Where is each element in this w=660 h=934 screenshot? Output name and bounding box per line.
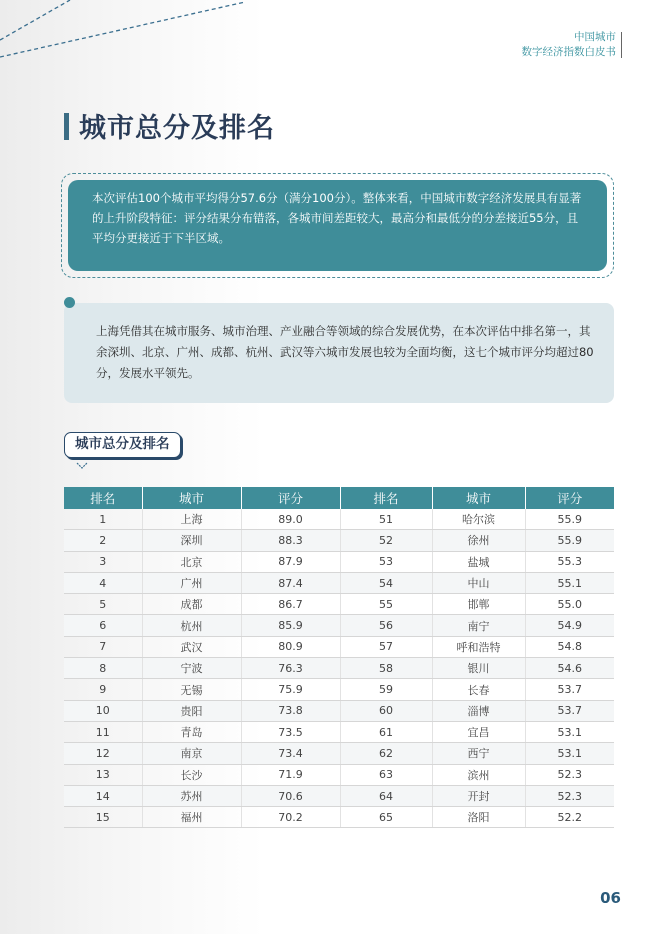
- table-cell: 88.3: [241, 530, 340, 551]
- column-header: 排名: [64, 487, 142, 509]
- table-cell: 滨州: [432, 764, 525, 785]
- table-cell: 53: [340, 551, 432, 572]
- column-header: 排名: [340, 487, 432, 509]
- table-cell: 89.0: [241, 509, 340, 530]
- table-row: [64, 785, 614, 806]
- table-cell: 55.0: [525, 594, 614, 615]
- table-cell: 75.9: [241, 679, 340, 700]
- table-cell: 宜昌: [432, 721, 525, 742]
- table-cell: 55.1: [525, 572, 614, 593]
- table-cell: 贵阳: [142, 700, 241, 721]
- table-cell: 北京: [142, 551, 241, 572]
- table-cell: 中山: [432, 572, 525, 593]
- table-cell: 52.3: [525, 785, 614, 806]
- table-cell: 邯郸: [432, 594, 525, 615]
- table-cell: 85.9: [241, 615, 340, 636]
- table-cell: 上海: [142, 509, 241, 530]
- table-cell: 8: [64, 658, 142, 679]
- table-cell: 长沙: [142, 764, 241, 785]
- title-accent-bar: [64, 113, 69, 140]
- table-row: [64, 530, 614, 551]
- table-cell: 55: [340, 594, 432, 615]
- table-cell: 56: [340, 615, 432, 636]
- table-cell: 63: [340, 764, 432, 785]
- page-number: 06: [600, 889, 621, 907]
- table-cell: 15: [64, 807, 142, 828]
- table-cell: 57: [340, 636, 432, 657]
- table-cell: 福州: [142, 807, 241, 828]
- table-cell: 52.3: [525, 764, 614, 785]
- table-cell: 87.9: [241, 551, 340, 572]
- column-header: 评分: [525, 487, 614, 509]
- ranking-table: [64, 487, 614, 828]
- table-row: [64, 551, 614, 572]
- summary-callout: [61, 173, 614, 278]
- table-cell: 80.9: [241, 636, 340, 657]
- table-cell: 7: [64, 636, 142, 657]
- table-cell: 4: [64, 572, 142, 593]
- bullet-dot-icon: [64, 297, 75, 308]
- header-line-1: 中国城市: [574, 31, 616, 43]
- table-cell: 南宁: [432, 615, 525, 636]
- table-cell: 成都: [142, 594, 241, 615]
- table-row: [64, 636, 614, 657]
- table-cell: 86.7: [241, 594, 340, 615]
- table-row: [64, 721, 614, 742]
- table-cell: 55.3: [525, 551, 614, 572]
- table-cell: 徐州: [432, 530, 525, 551]
- table-cell: 61: [340, 721, 432, 742]
- table-header-row: [64, 487, 614, 509]
- intro-paragraph: 上海凭借其在城市服务、城市治理、产业融合等领域的综合发展优势，在本次评估中排名第一，其余深圳、北京、广州、成都、杭州、武汉等六城市发展也较为全面均衡，这七个城市评分均超过80分，发展水平领先。: [64, 303, 614, 403]
- table-row: [64, 743, 614, 764]
- table-cell: 武汉: [142, 636, 241, 657]
- table-cell: 南京: [142, 743, 241, 764]
- table-cell: 73.8: [241, 700, 340, 721]
- table-cell: 杭州: [142, 615, 241, 636]
- table-row: [64, 509, 614, 530]
- table-cell: 54.9: [525, 615, 614, 636]
- table-cell: 70.6: [241, 785, 340, 806]
- table-cell: 呼和浩特: [432, 636, 525, 657]
- header-line-2: 数字经济指数白皮书: [521, 46, 616, 58]
- table-row: [64, 679, 614, 700]
- table-cell: 2: [64, 530, 142, 551]
- summary-text: 本次评估100个城市平均得分57.6分（满分100分）。整体来看，中国城市数字经济发展具有显著的上升阶段特征：评分结果分布错落，各城市间差距较大，最高分和最低分的分差接近55分，且平均分更接近于下半区域。: [68, 180, 607, 271]
- table-cell: 广州: [142, 572, 241, 593]
- table-cell: 宁波: [142, 658, 241, 679]
- table-cell: 哈尔滨: [432, 509, 525, 530]
- table-cell: 54.8: [525, 636, 614, 657]
- table-cell: 53.7: [525, 700, 614, 721]
- column-header: 城市: [142, 487, 241, 509]
- table-cell: 58: [340, 658, 432, 679]
- table-row: [64, 807, 614, 828]
- table-cell: 65: [340, 807, 432, 828]
- table-cell: 银川: [432, 658, 525, 679]
- table-cell: 青岛: [142, 721, 241, 742]
- table-cell: 59: [340, 679, 432, 700]
- table-cell: 64: [340, 785, 432, 806]
- table-row: [64, 658, 614, 679]
- table-row: [64, 615, 614, 636]
- table-cell: 12: [64, 743, 142, 764]
- chevron-down-icon: [76, 462, 88, 470]
- table-cell: 洛阳: [432, 807, 525, 828]
- table-cell: 苏州: [142, 785, 241, 806]
- table-cell: 13: [64, 764, 142, 785]
- table-row: [64, 594, 614, 615]
- table-cell: 73.4: [241, 743, 340, 764]
- table-cell: 51: [340, 509, 432, 530]
- table-cell: 6: [64, 615, 142, 636]
- table-cell: 长春: [432, 679, 525, 700]
- table-cell: 西宁: [432, 743, 525, 764]
- table-cell: 10: [64, 700, 142, 721]
- table-cell: 54.6: [525, 658, 614, 679]
- table-cell: 5: [64, 594, 142, 615]
- table-cell: 开封: [432, 785, 525, 806]
- header-divider: [621, 32, 623, 58]
- table-cell: 盐城: [432, 551, 525, 572]
- table-cell: 60: [340, 700, 432, 721]
- table-cell: 87.4: [241, 572, 340, 593]
- table-cell: 9: [64, 679, 142, 700]
- table-cell: 70.2: [241, 807, 340, 828]
- table-row: [64, 764, 614, 785]
- table-row: [64, 700, 614, 721]
- column-header: 评分: [241, 487, 340, 509]
- table-cell: 55.9: [525, 530, 614, 551]
- table-cell: 71.9: [241, 764, 340, 785]
- table-cell: 3: [64, 551, 142, 572]
- table-cell: 54: [340, 572, 432, 593]
- table-cell: 14: [64, 785, 142, 806]
- table-section-title: 城市总分及排名: [64, 432, 181, 458]
- table-cell: 深圳: [142, 530, 241, 551]
- table-cell: 52: [340, 530, 432, 551]
- table-cell: 11: [64, 721, 142, 742]
- table-cell: 53.7: [525, 679, 614, 700]
- running-header: [522, 30, 617, 60]
- table-cell: 淄博: [432, 700, 525, 721]
- table-cell: 1: [64, 509, 142, 530]
- table-cell: 52.2: [525, 807, 614, 828]
- table-cell: 53.1: [525, 743, 614, 764]
- table-cell: 55.9: [525, 509, 614, 530]
- page-title: 城市总分及排名: [79, 113, 275, 144]
- table-cell: 无锡: [142, 679, 241, 700]
- table-cell: 62: [340, 743, 432, 764]
- column-header: 城市: [432, 487, 525, 509]
- table-cell: 73.5: [241, 721, 340, 742]
- decorative-dashed-lines: [0, 0, 250, 70]
- table-cell: 76.3: [241, 658, 340, 679]
- table-row: [64, 572, 614, 593]
- table-cell: 53.1: [525, 721, 614, 742]
